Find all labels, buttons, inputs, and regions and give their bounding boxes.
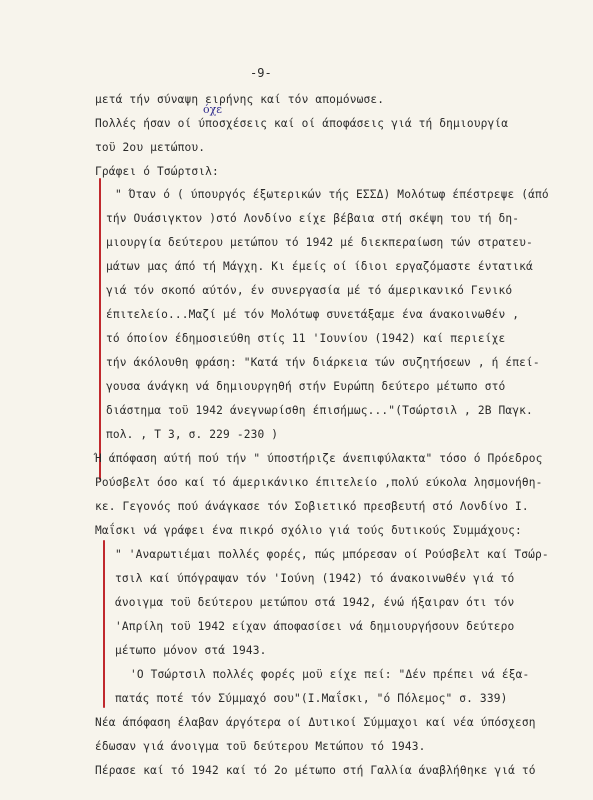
quote-line: μάτων μας άπό τή Μάγχη. Κι έμείς οί ίδιοι εργαζόμαστε έντατικά [106, 260, 533, 273]
text-line: Νέα άπόφαση έλαβαν άργότερα οί Δυτικοί Σύμμαχοι καί νέα ύπόσχεση [95, 716, 536, 729]
handwritten-correction: όχε [203, 103, 222, 116]
text-line: Γράφει ό Τσώρτσιλ: [95, 165, 219, 178]
quote-line: τήν άκόλουθη φράση: "Κατά τήν διάρκεια τών συζητήσεων , ή έπεί- [106, 356, 540, 369]
quote-line: άνοιγμα τοϋ δεύτερου μετώπου στά 1942, ένώ ήξαιραν ότι τόν [115, 596, 515, 609]
text-line: Ρούσβελτ όσο καί τό άμερικάνικο έπιτελείο ,πολύ εύκολα λησμονήθη- [95, 476, 543, 489]
quote-line: τό όποίον έδημοσιεύθη στίς 11 'Ιουνίου (1942) καί περιείχε [106, 332, 506, 345]
text-line: Ή άπόφαση αύτή πού τήν " ύποστήριζε άνεπιφύλακτα" τόσο ό Πρόεδρος [95, 452, 543, 465]
quote-line: τσιλ καί ύπόγραψαν τόν 'Ιούνη (1942) τό άνακοινωθέν γιά τό [115, 572, 515, 585]
text-line: κε. Γεγονός πού άνάγκασε τόν Σοβιετικό πρεσβευτή στό Λονδίνο Ι. [95, 500, 529, 513]
text-line: Πέρασε καί τό 1942 καί τό 2ο μέτωπο στή Γαλλία άναβλήθηκε γιά τό [95, 764, 536, 777]
text-line: τοϋ 2ου μετώπου. [95, 141, 206, 154]
quote-line: πολ. , Τ 3, σ. 229 -230 ) [106, 428, 279, 441]
quote-line: " 'Αναρωτιέμαι πολλές φορές, πώς μπόρεσαν οί Ρούσβελτ καί Τσώρ- [115, 548, 549, 561]
text-line: Πολλές ήσαν οί ύποσχέσεις καί οί άποφάσεις γιά τή δημιουργία [95, 117, 509, 130]
margin-bracket-maisky-quote [103, 540, 105, 708]
text-line: έδωσαν γιά άνοιγμα τοϋ δεύτερου Μετώπου τό 1943. [95, 740, 426, 753]
quote-line: γουσα άνάγκη νά δημιουργηθή στήν Ευρώπη δεύτερο μέτωπο στό [106, 380, 506, 393]
quote-line: διάστημα τοϋ 1942 άνεγνωρίσθη έπισήμως..."(Τσώρτσιλ , 2Β Παγκ. [106, 404, 533, 417]
quote-line: μιουργία δεύτερου μετώπου τό 1942 μέ διεκπεραίωση τών στρατευ- [106, 236, 533, 249]
quote-line: μέτωπο μόνον στά 1943. [115, 644, 267, 657]
quote-line: τήν Ουάσιγκτον )στό Λονδίνο είχε βέβαια στή σκέψη του τή δη- [106, 212, 520, 225]
text-line: Μαΐσκι νά γράφει ένα πικρό σχόλιο γιά τούς δυτικούς Συμμάχους: [95, 524, 522, 537]
quote-line: πατάς ποτέ τόν Σύμμαχό σου"(Ι.Μαΐσκι, "ό Πόλεμος" σ. 339) [115, 692, 508, 705]
quote-line: 'Ο Τσώρτσιλ πολλές φορές μοϋ είχε πεί: "Δέν πρέπει νά έξα- [130, 668, 530, 681]
quote-line: " Όταν ό ( ύπουργός έξωτερικών τής ΕΣΣΔ) Μολότωφ έπέστρεψε (άπό [115, 188, 549, 201]
quote-line: έπιτελείο...Μαζί μέ τόν Μολότωφ συνετάξαμε ένα άνακοινωθέν , [106, 308, 520, 321]
margin-bracket-churchill-quote [99, 178, 101, 480]
quote-line: γιά τόν σκοπό αύτόν, έν συνεργασία μέ τό άμερικανικό Γενικό [106, 284, 513, 297]
quote-line: 'Απρίλη τοϋ 1942 είχαν άποφασίσει νά δημιουργήσουν δεύτερο [115, 620, 515, 633]
text-line: μετά τήν σύναψη ειρήνης καί τόν απομόνωσε. [95, 93, 385, 106]
page-number: -9- [250, 66, 272, 80]
